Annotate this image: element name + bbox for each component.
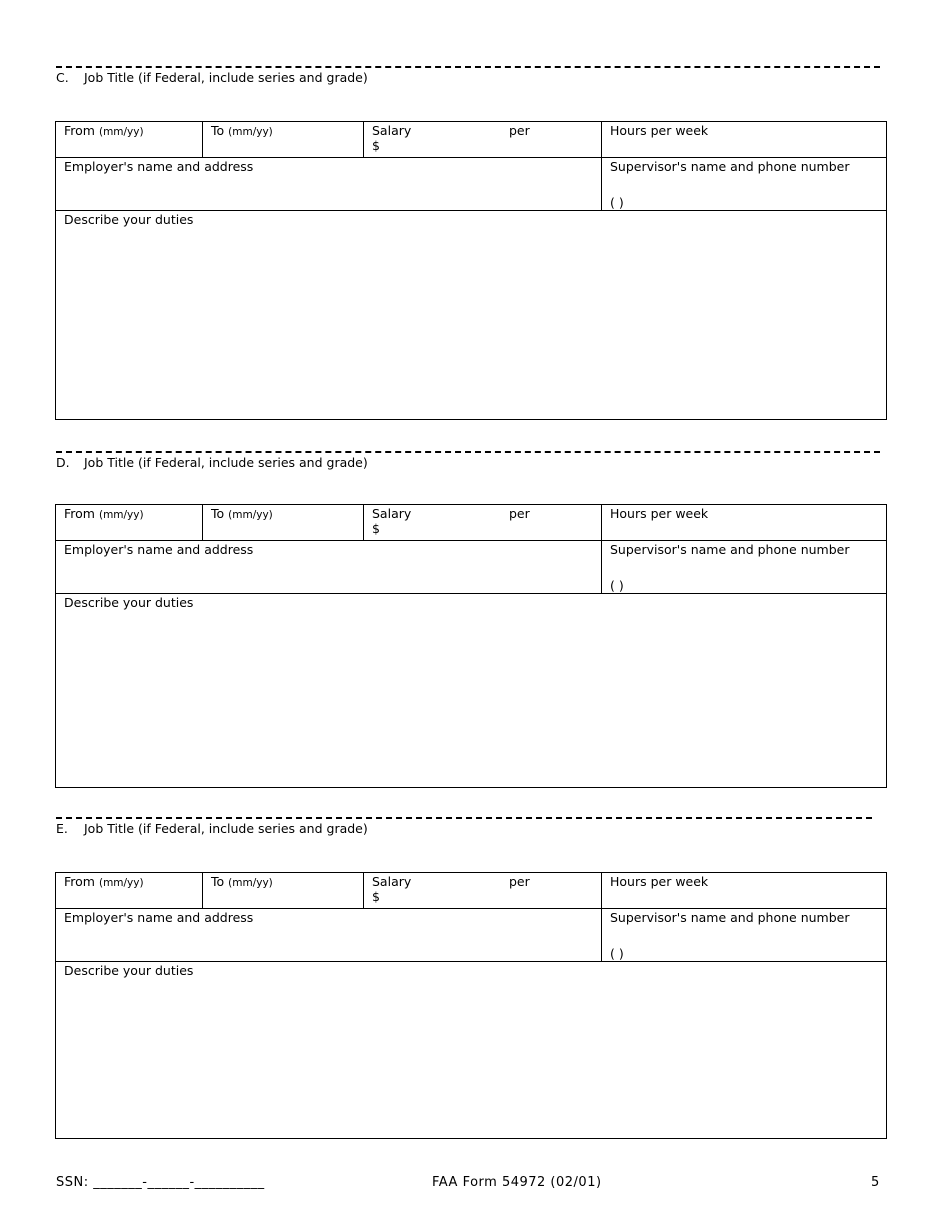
job-section-e — [55, 808, 887, 1139]
supervisor-label: Supervisor's name and phone number — [610, 159, 850, 174]
to-label: To — [211, 874, 225, 889]
section-divider — [56, 817, 872, 819]
employer-label: Employer's name and address — [64, 542, 254, 557]
duties-field[interactable] — [56, 962, 886, 1138]
to-hint: (mm/yy) — [228, 877, 273, 889]
from-label: From — [64, 123, 95, 138]
duties-label: Describe your duties — [64, 212, 194, 227]
section-letter: E. — [56, 821, 68, 836]
duties-field[interactable] — [56, 211, 886, 419]
salary-field[interactable] — [364, 122, 602, 158]
supervisor-label: Supervisor's name and phone number — [610, 542, 850, 557]
section-divider — [56, 451, 880, 453]
currency-symbol: $ — [372, 138, 380, 153]
per-label: per — [509, 506, 530, 521]
ssn-field[interactable] — [56, 1175, 265, 1190]
from-label: From — [64, 506, 95, 521]
supervisor-label: Supervisor's name and phone number — [610, 910, 850, 925]
job-title-heading[interactable] — [56, 70, 368, 85]
section-divider — [56, 66, 880, 68]
phone-area-code: ( ) — [610, 195, 624, 210]
phone-area-code: ( ) — [610, 946, 624, 961]
from-hint: (mm/yy) — [98, 509, 144, 521]
job-title-label: Job Title (if Federal, include series and grade) — [84, 455, 368, 470]
hours-per-week-field[interactable] — [602, 873, 886, 909]
salary-label: Salary — [372, 874, 412, 889]
page-number: 5 — [871, 1175, 880, 1190]
ssn-blank: _______-______-__________ — [93, 1175, 265, 1190]
employer-label: Employer's name and address — [64, 159, 254, 174]
per-label: per — [509, 123, 530, 138]
section-letter: C. — [56, 70, 69, 85]
hours-label: Hours per week — [610, 874, 709, 889]
job-title-label: Job Title (if Federal, include series and grade) — [84, 821, 368, 836]
salary-field[interactable] — [364, 505, 602, 541]
employer-field[interactable] — [56, 158, 602, 211]
hours-per-week-field[interactable] — [602, 122, 886, 158]
section-letter: D. — [56, 455, 70, 470]
from-hint: (mm/yy) — [98, 877, 144, 889]
from-hint: (mm/yy) — [98, 126, 144, 138]
job-title-heading[interactable] — [56, 455, 368, 470]
from-date-field[interactable] — [56, 122, 203, 158]
per-label: per — [509, 874, 530, 889]
salary-label: Salary — [372, 123, 412, 138]
employer-field[interactable] — [56, 909, 602, 962]
currency-symbol: $ — [372, 521, 380, 536]
to-date-field[interactable] — [203, 873, 364, 909]
duties-label: Describe your duties — [64, 963, 194, 978]
hours-label: Hours per week — [610, 506, 709, 521]
job-details-grid — [55, 872, 887, 1139]
from-date-field[interactable] — [56, 505, 203, 541]
job-section-d — [55, 442, 887, 788]
salary-label: Salary — [372, 506, 412, 521]
job-title-heading[interactable] — [56, 821, 368, 836]
supervisor-field[interactable] — [602, 909, 886, 962]
from-date-field[interactable] — [56, 873, 203, 909]
job-section-c — [55, 58, 887, 420]
to-date-field[interactable] — [203, 122, 364, 158]
employer-label: Employer's name and address — [64, 910, 254, 925]
to-hint: (mm/yy) — [228, 509, 273, 521]
to-label: To — [211, 123, 225, 138]
phone-area-code: ( ) — [610, 578, 624, 593]
currency-symbol: $ — [372, 889, 380, 904]
job-title-label: Job Title (if Federal, include series and grade) — [84, 70, 368, 85]
to-hint: (mm/yy) — [228, 126, 273, 138]
hours-per-week-field[interactable] — [602, 505, 886, 541]
job-details-grid — [55, 121, 887, 420]
salary-field[interactable] — [364, 873, 602, 909]
employer-field[interactable] — [56, 541, 602, 594]
hours-label: Hours per week — [610, 123, 709, 138]
duties-label: Describe your duties — [64, 595, 194, 610]
ssn-label: SSN: — [56, 1175, 89, 1190]
from-label: From — [64, 874, 95, 889]
supervisor-field[interactable] — [602, 541, 886, 594]
to-date-field[interactable] — [203, 505, 364, 541]
supervisor-field[interactable] — [602, 158, 886, 211]
to-label: To — [211, 506, 225, 521]
job-details-grid — [55, 504, 887, 788]
duties-field[interactable] — [56, 594, 886, 787]
form-id: FAA Form 54972 (02/01) — [432, 1175, 602, 1190]
